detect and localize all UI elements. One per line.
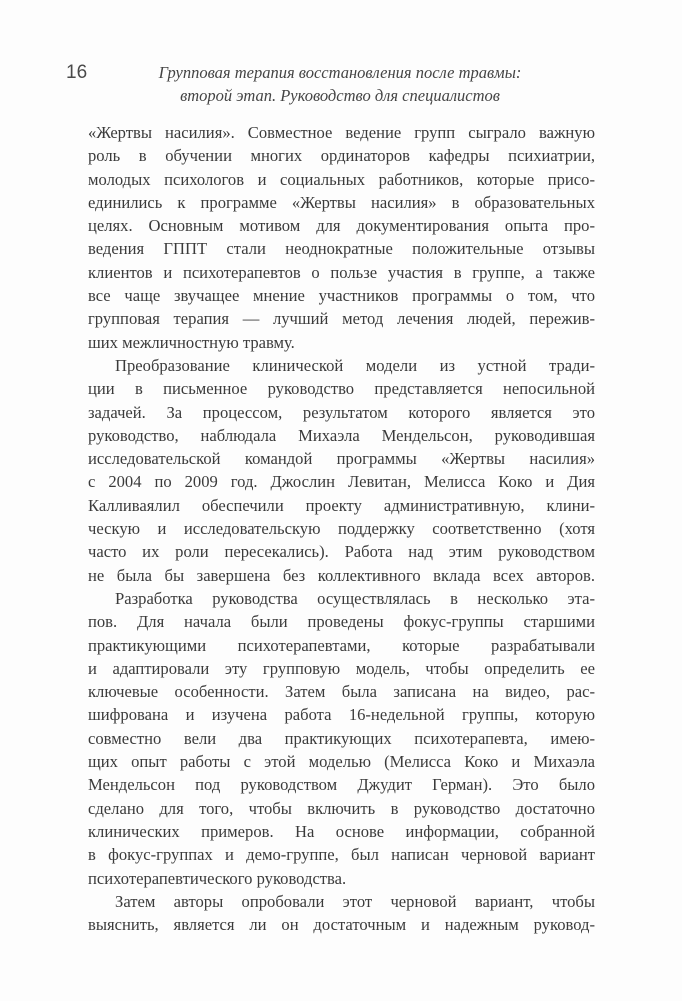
text-line: психотерапевтического руководства. [88,868,347,888]
text-line: ции в письменное руководство представляется непосильной [88,379,595,399]
text-line: ческую и исследовательскую поддержку соответственно (хотя [88,519,595,539]
text-line: ключевые особенности. Затем была записана на видео, рас- [88,682,595,702]
paragraph-4 [88,890,595,937]
text-line: пов. Для начала были проведены фокус-группы старшими [88,612,595,632]
text-line: ведения ГППТ стали неоднократные положительные отзывы [88,239,595,259]
text-line: сделано для того, чтобы включить в руководство достаточно [88,798,595,818]
text-line: руководство, наблюдала Михаэла Мендельсон, руководившая [88,425,595,445]
text-line: групповая терапия — лучший метод лечения людей, пережив- [88,309,595,329]
text-line: совместно вели два практикующих психотерапевта, имею- [88,728,595,748]
text-line: единились к программе «Жертвы насилия» в образовательных [88,192,595,212]
text-line: исследовательской командой программы «Жертвы насилия» [88,449,595,469]
paragraph-3 [88,587,595,890]
text-line: задачей. За процессом, результатом которого является это [88,402,595,422]
text-line: с 2004 по 2009 год. Джослин Левитан, Мелисса Коко и Дия [88,472,595,492]
page-number: 16 [66,62,88,83]
text-line: клинических примеров. На основе информации, собранной [88,821,595,841]
text-line: молодых психологов и социальных работников, которые присо- [88,169,595,189]
text-line: щих опыт работы с этой моделью (Мелисса Коко и Михаэла [88,752,595,772]
text-line: «Жертвы насилия». Совместное ведение групп сыграло важную [88,123,595,142]
paragraph-2 [88,354,595,587]
text-line: роль в обучении многих ординаторов кафедры психиатрии, [88,146,595,166]
running-head-line-1: Групповая терапия восстановления после травмы: [158,63,522,82]
text-line: и адаптировали эту групповую модель, чтобы определить ее [88,658,595,678]
paragraph-1 [88,121,595,354]
text-line: ших межличностную травму. [88,332,295,352]
text-line: шифрована и изучена работа 16-недельной группы, которую [88,705,595,725]
text-line: все чаще звучащее мнение участников программы о том, что [88,286,595,306]
text-line: Калливаялил обеспечили проекту административную, клини- [88,495,595,515]
text-line: клиентов и психотерапевтов о пользе участия в группе, а также [88,262,595,282]
text-line: часто их роли пересекались). Работа над этим руководством [88,542,595,562]
text-line: Разработка руководства осуществлялась в несколько эта- [115,588,595,608]
text-line: не была бы завершена без коллективного вклада всех авторов. [88,565,595,585]
text-line: Преобразование клинической модели из устной тради- [115,355,595,375]
text-line: выяснить, является ли он достаточным и надежным руковод- [88,915,595,935]
text-line: Затем авторы опробовали этот черновой вариант, чтобы [115,891,595,911]
text-line: в фокус-группах и демо-группе, был написан черновой вариант [88,845,595,865]
text-line: Мендельсон под руководством Джудит Герман). Это было [88,775,595,795]
text-line: практикующими психотерапевтами, которые разрабатывали [88,635,595,655]
body-text [88,121,595,936]
running-head-line-2: второй этап. Руководство для специалистов [180,86,500,105]
text-line: целях. Основным мотивом для документирования опыта про- [88,216,595,236]
